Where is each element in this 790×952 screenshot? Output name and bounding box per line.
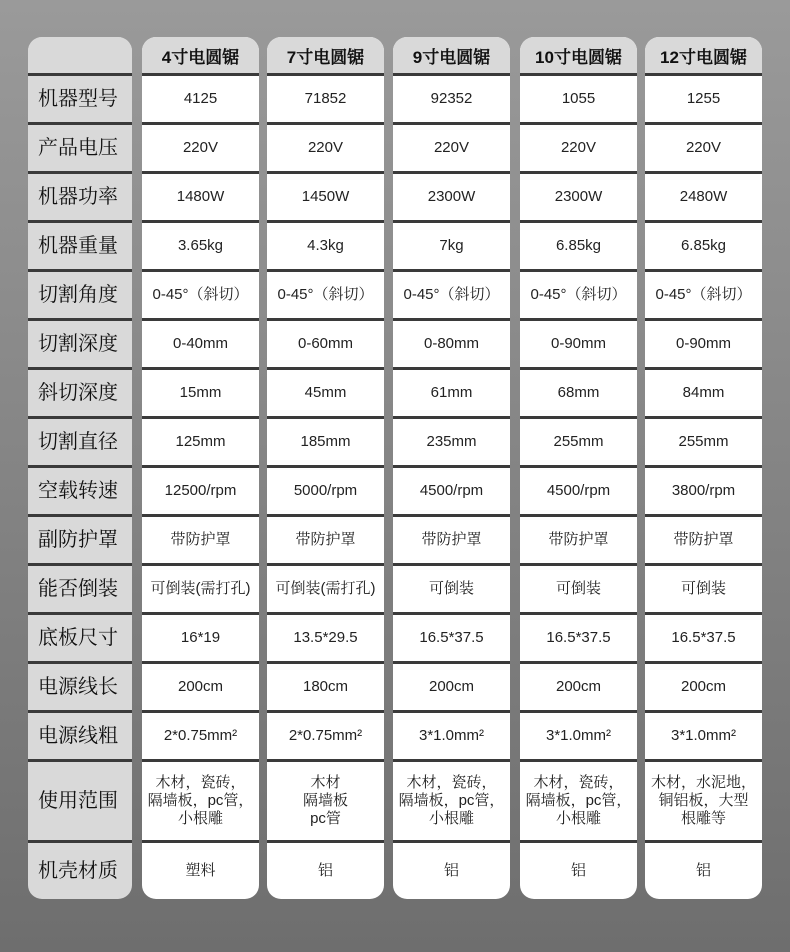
table-cell: 带防护罩 [421,531,482,548]
table-cell: 0-80mm [423,335,479,352]
row-label: 副防护罩 [38,529,118,551]
table-cell: 3800/rpm [671,482,736,499]
model-column [142,37,259,899]
table-cell: 7kg [439,237,464,254]
table-cell: 2480W [679,188,728,205]
table-cell: 16*19 [180,629,221,646]
row-label: 使用范围 [38,790,118,812]
table-cell: 15mm [179,384,222,401]
table-cell: 16.5*37.5 [546,629,611,646]
table-cell: 3*1.0mm² [418,727,485,744]
row-label: 斜切深度 [38,382,118,404]
table-cell: 可倒装 [428,580,474,597]
table-cell: 1255 [686,90,721,107]
model-column [645,37,762,899]
table-cell: 带防护罩 [295,531,356,548]
table-cell: 4.3kg [307,237,344,254]
table-cell: 0-45°（斜切） [403,286,500,303]
table-cell: 6.85kg [555,237,602,254]
column-header: 9寸电圆锯 [393,37,510,73]
row-label: 机器重量 [38,235,118,257]
table-cell: 可倒装 [555,580,601,597]
table-cell: 0-40mm [172,335,228,352]
table-cell: 带防护罩 [673,531,734,548]
table-cell: 1480W [176,188,225,205]
table-cell: 16.5*37.5 [671,629,736,646]
corner-header [28,37,132,73]
table-cell: 68mm [557,384,600,401]
table-cell: 200cm [680,678,727,695]
table-cell: 12500/rpm [164,482,237,499]
table-cell: 可倒装(需打孔) [150,580,251,597]
row-label: 切割直径 [38,431,118,453]
table-cell: 180cm [302,678,349,695]
table-cell: 0-90mm [675,335,731,352]
table-cell: 220V [560,139,597,156]
row-label: 切割深度 [38,333,118,355]
table-cell: 16.5*37.5 [419,629,484,646]
row-label: 机器型号 [38,88,118,110]
table-cell: 6.85kg [680,237,727,254]
table-cell: 5000/rpm [293,482,358,499]
table-cell: 铝 [570,862,586,879]
table-cell: 0-90mm [550,335,606,352]
table-cell: 84mm [682,384,725,401]
table-cell: 铝 [317,862,333,879]
table-cell: 0-45°（斜切） [277,286,374,303]
table-cell: 92352 [430,90,473,107]
table-cell: 3*1.0mm² [545,727,612,744]
table-cell: 木材，瓷砖， 隔墙板，pc管， 小根雕 [147,774,254,827]
column-header: 12寸电圆锯 [645,37,762,73]
row-label: 能否倒装 [38,578,118,600]
table-cell: 2300W [427,188,476,205]
row-label: 底板尺寸 [38,627,118,649]
table-cell: 带防护罩 [548,531,609,548]
table-cell: 铝 [695,862,711,879]
table-cell: 带防护罩 [170,531,231,548]
table-cell: 220V [685,139,722,156]
row-label: 机器功率 [38,186,118,208]
table-cell: 4125 [183,90,218,107]
model-column [520,37,637,899]
row-label: 电源线长 [38,676,118,698]
table-cell: 可倒装(需打孔) [275,580,376,597]
column-header: 4寸电圆锯 [142,37,259,73]
table-cell: 235mm [426,433,477,450]
table-cell: 0-45°（斜切） [152,286,249,303]
model-column [393,37,510,899]
table-cell: 木材，瓷砖， 隔墙板，pc管， 小根雕 [398,774,505,827]
model-column [267,37,384,899]
table-cell: 0-60mm [297,335,353,352]
table-cell: 塑料 [185,862,216,879]
table-cell: 可倒装 [680,580,726,597]
table-cell: 13.5*29.5 [293,629,358,646]
column-header: 7寸电圆锯 [267,37,384,73]
table-cell: 木材，水泥地， 铜铝板，大型 根雕等 [650,774,756,827]
column-header: 10寸电圆锯 [520,37,637,73]
table-cell: 220V [433,139,470,156]
table-cell: 255mm [553,433,604,450]
table-cell: 200cm [177,678,224,695]
table-cell: 2300W [554,188,603,205]
table-cell: 2*0.75mm² [288,727,363,744]
table-cell: 3.65kg [177,237,224,254]
row-label: 电源线粗 [38,725,118,747]
table-cell: 200cm [428,678,475,695]
table-cell: 255mm [678,433,729,450]
table-cell: 45mm [304,384,347,401]
row-label-column [28,37,132,899]
row-label: 切割角度 [38,284,118,306]
table-cell: 1055 [561,90,596,107]
table-cell: 4500/rpm [546,482,611,499]
row-label: 空载转速 [38,480,118,502]
table-cell: 0-45°（斜切） [530,286,627,303]
table-cell: 2*0.75mm² [163,727,238,744]
table-cell: 4500/rpm [419,482,484,499]
table-cell: 3*1.0mm² [670,727,737,744]
row-label: 产品电压 [38,137,118,159]
table-cell: 0-45°（斜切） [655,286,752,303]
table-cell: 200cm [555,678,602,695]
row-label: 机壳材质 [38,860,118,882]
table-cell: 1450W [301,188,350,205]
table-cell: 125mm [175,433,226,450]
table-cell: 61mm [430,384,473,401]
table-cell: 铝 [443,862,459,879]
table-cell: 木材 隔墙板 pc管 [302,774,348,827]
table-cell: 220V [182,139,219,156]
table-cell: 木材，瓷砖， 隔墙板，pc管， 小根雕 [525,774,632,827]
table-cell: 220V [307,139,344,156]
table-cell: 71852 [304,90,347,107]
table-cell: 185mm [300,433,351,450]
